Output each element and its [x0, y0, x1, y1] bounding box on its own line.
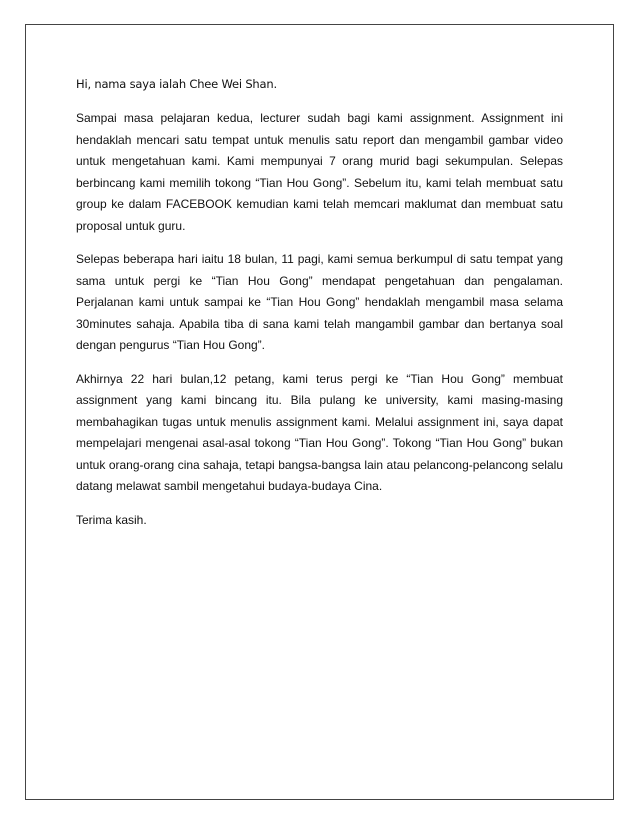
closing-line: Terima kasih. — [76, 512, 147, 527]
paragraph-second-visit: Akhirnya 22 hari bulan,12 petang, kami terus pergi ke “Tian Hou Gong” membuat assignment yang kami bincang itu. Bila pulang ke university, kami masing-masing membahagikan tugas untuk menulis assignment kami. Melalui assignment ini, saya dapat mempelajari mengenai asal-asal tokong “Tian Hou Gong”. Tokong “Tian Hou Gong” bukan untuk orang-orang cina sahaja, tetapi bangsa-bangsa lain atau pelancong-pelancong selalu datang melawat sambil mengetahui budaya-budaya Cina. — [76, 371, 563, 493]
paragraph-first-visit: Selepas beberapa hari iaitu 18 bulan, 11 pagi, kami semua berkumpul di satu tempat yang sama untuk pergi ke “Tian Hou Gong” mendapat pengetahuan dan pengalaman. Perjalanan kami untuk sampai ke “Tian Hou Gong” hendaklah mengambil masa selama 30minutes sahaja. Apabila tiba di sana kami telah mangambil gambar dan bertanya soal dengan pengurus “Tian Hou Gong”. — [76, 252, 563, 352]
document-body — [76, 76, 563, 531]
paragraph-assignment-intro: Sampai masa pelajaran kedua, lecturer sudah bagi kami assignment. Assignment ini hendaklah mencari satu tempat untuk menulis satu report dan mengambil gambar video untuk mengetahuan kami. Kami mempunyai 7 orang murid bagi sekumpulan. Selepas berbincang kami memilih tokong “Tian Hou Gong”. Sebelum itu, kami telah membuat satu group ke dalam FACEBOOK kemudian kami telah memcari maklumat dan membuat satu proposal untuk guru. — [76, 111, 563, 233]
greeting-line: Hi, nama saya ialah Chee Wei Shan. — [76, 77, 277, 91]
